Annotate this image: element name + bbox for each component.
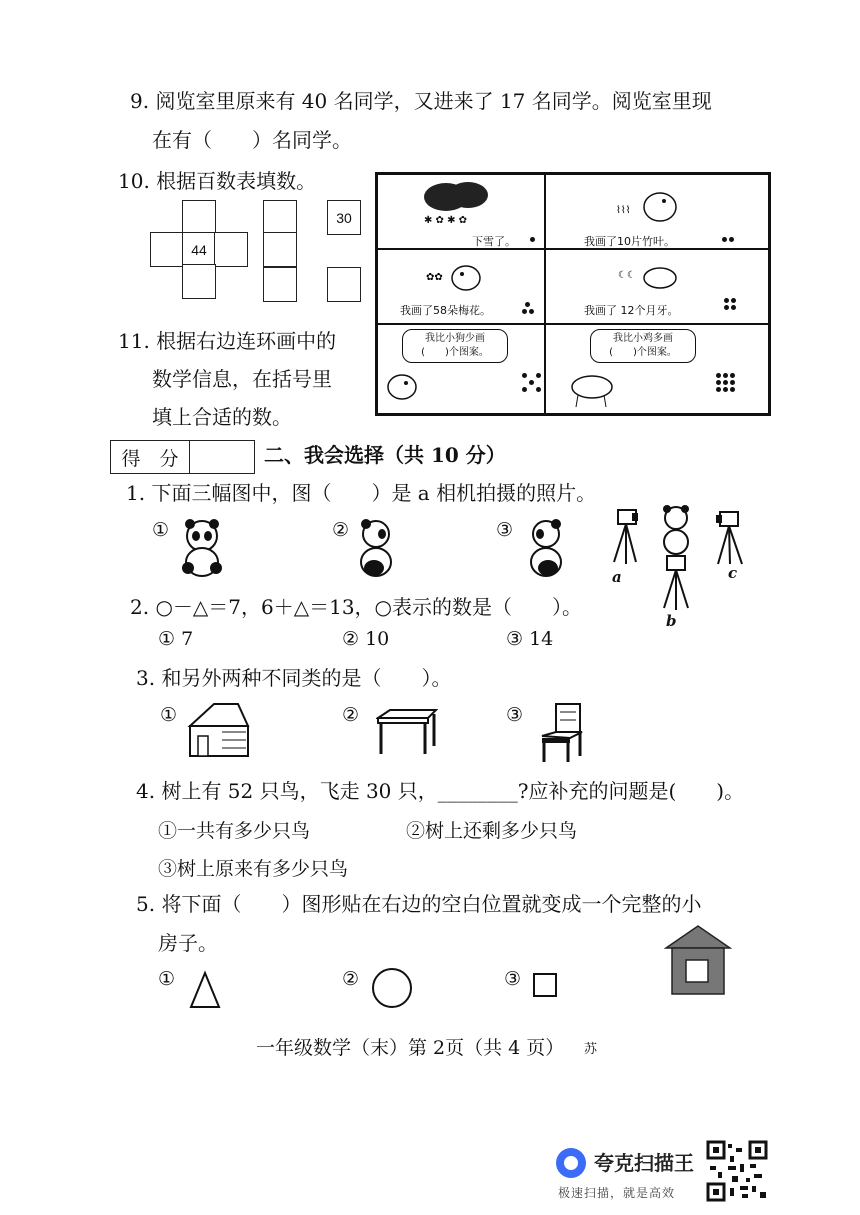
c4-option-3[interactable]: ③树上原来有多少只鸟 <box>158 858 349 880</box>
c5-option-3[interactable]: ③ <box>504 968 522 990</box>
grid-cell <box>182 200 216 235</box>
c5-line1: 5. 将下面（ ）图形贴在右边的空白位置就变成一个完整的小 <box>136 892 702 916</box>
qr-code-icon <box>706 1140 768 1202</box>
grid-cell <box>214 232 248 267</box>
circle-shape <box>370 966 414 1010</box>
c5-line2: 房子。 <box>158 931 218 955</box>
c3-option-2[interactable]: ② <box>342 704 360 726</box>
q11-line2: 数学信息，在括号里 <box>152 367 332 391</box>
svg-text:✿✿: ✿✿ <box>426 272 443 283</box>
speech-bubble-pony: 我比小鸡多画 ( )个图案。 <box>590 329 696 363</box>
table-icon <box>376 708 438 756</box>
camera-c-label: c <box>728 564 738 582</box>
c2-option-1[interactable]: ① 7 <box>158 628 194 650</box>
score-box <box>110 440 255 474</box>
grid-cell-44: 44 <box>182 232 216 267</box>
comic-panel-1 <box>377 174 545 249</box>
c5-option-1[interactable]: ① <box>158 968 176 990</box>
section-title: 二、我会选择（共 10 分） <box>264 443 506 467</box>
comic-panel-6 <box>545 324 769 414</box>
c3-text: 3. 和另外两种不同类的是（ ）。 <box>136 666 452 690</box>
c2-option-2[interactable]: ② 10 <box>342 628 390 650</box>
grid-cell <box>150 232 184 267</box>
panda-side-icon <box>356 518 396 578</box>
camera-b-label: b <box>666 612 677 630</box>
score-blank[interactable] <box>190 441 254 473</box>
speech-bubble-chick: 我比小狗少画 ( )个图案。 <box>402 329 508 363</box>
dots-2 <box>722 237 734 242</box>
comic-strip <box>375 172 771 416</box>
cloud-icon <box>416 179 496 229</box>
q9-line2: 在有（ ）名同学。 <box>152 128 352 152</box>
score-label: 得 分 <box>111 441 190 473</box>
q9-line1: 9. 阅览室里原来有 40 名同学，又进来了 17 名同学。阅览室里现 <box>130 89 712 113</box>
dots-3 <box>522 302 534 314</box>
c1-option-1[interactable]: ① <box>152 519 170 541</box>
c1-text: 1. 下面三幅图中，图（ ）是 a 相机拍摄的照片。 <box>126 481 597 505</box>
dots-4 <box>724 298 736 310</box>
c4-text: 4. 树上有 52 只鸟，飞走 30 只，________?应补充的问题是( )。 <box>136 779 745 803</box>
comic-panel-4 <box>545 249 769 324</box>
chick-icon <box>382 367 422 403</box>
comic-panel-3 <box>377 249 545 324</box>
c4-option-2[interactable]: ②树上还剩多少只鸟 <box>406 820 578 842</box>
panda-front-icon <box>178 518 226 578</box>
comic-panel-2 <box>545 174 769 249</box>
house-icon <box>186 700 252 758</box>
panda-side-icon <box>526 518 566 578</box>
camera-a-label: a <box>612 568 622 586</box>
pony-icon <box>556 365 622 409</box>
c3-option-3[interactable]: ③ <box>506 704 524 726</box>
dots-6 <box>716 373 735 392</box>
grid-cell <box>263 267 297 302</box>
grid-cell-30: 30 <box>327 200 361 235</box>
footer-mark: 苏 <box>584 1042 598 1057</box>
q11-line3: 填上合适的数。 <box>152 405 292 429</box>
triangle-shape <box>188 970 222 1010</box>
house-shape <box>664 924 732 996</box>
grid-cell <box>327 267 361 302</box>
grid-cell <box>263 232 297 267</box>
c3-option-1[interactable]: ① <box>160 704 178 726</box>
c2-option-3[interactable]: ③ 14 <box>506 628 554 650</box>
dots-1 <box>530 237 535 242</box>
svg-text:✱ ✿ ✱ ✿: ✱ ✿ ✱ ✿ <box>424 215 468 226</box>
page-footer: 一年级数学（末）第 2页（共 4 页） <box>256 1037 565 1059</box>
q10-label: 10. 根据百数表填数。 <box>118 169 317 193</box>
scanner-slogan: 极速扫描，就是高效 <box>558 1186 676 1200</box>
comic-caption-4: 我画了 12个月牙。 <box>584 304 679 317</box>
svg-text:⌇⌇⌇: ⌇⌇⌇ <box>616 205 631 216</box>
dots-5 <box>522 373 541 392</box>
chick-icon <box>616 181 686 226</box>
comic-caption-3: 我画了58朵梅花。 <box>400 304 491 317</box>
square-shape <box>532 972 558 998</box>
q11-line1: 11. 根据右边连环画中的 <box>118 329 337 353</box>
scanner-logo-icon <box>556 1148 586 1178</box>
comic-caption-2: 我画了10片竹叶。 <box>584 235 675 248</box>
svg-text:☾☾: ☾☾ <box>618 270 636 281</box>
puppy-icon <box>426 256 486 296</box>
scanner-brand: 夸克扫描王 <box>594 1151 694 1175</box>
c1-option-3[interactable]: ③ <box>496 519 514 541</box>
c1-option-2[interactable]: ② <box>332 519 350 541</box>
grid-cell <box>182 264 216 299</box>
c5-option-2[interactable]: ② <box>342 968 360 990</box>
pony-icon <box>618 256 684 296</box>
c2-text: 2. ○－△＝7，6＋△＝13，○表示的数是（ ）。 <box>130 595 583 619</box>
comic-caption-1: 下雪了。 <box>472 235 516 248</box>
c4-option-1[interactable]: ①一共有多少只鸟 <box>158 820 311 842</box>
chair-icon <box>538 702 586 764</box>
comic-panel-5 <box>377 324 545 414</box>
grid-cell <box>263 200 297 235</box>
